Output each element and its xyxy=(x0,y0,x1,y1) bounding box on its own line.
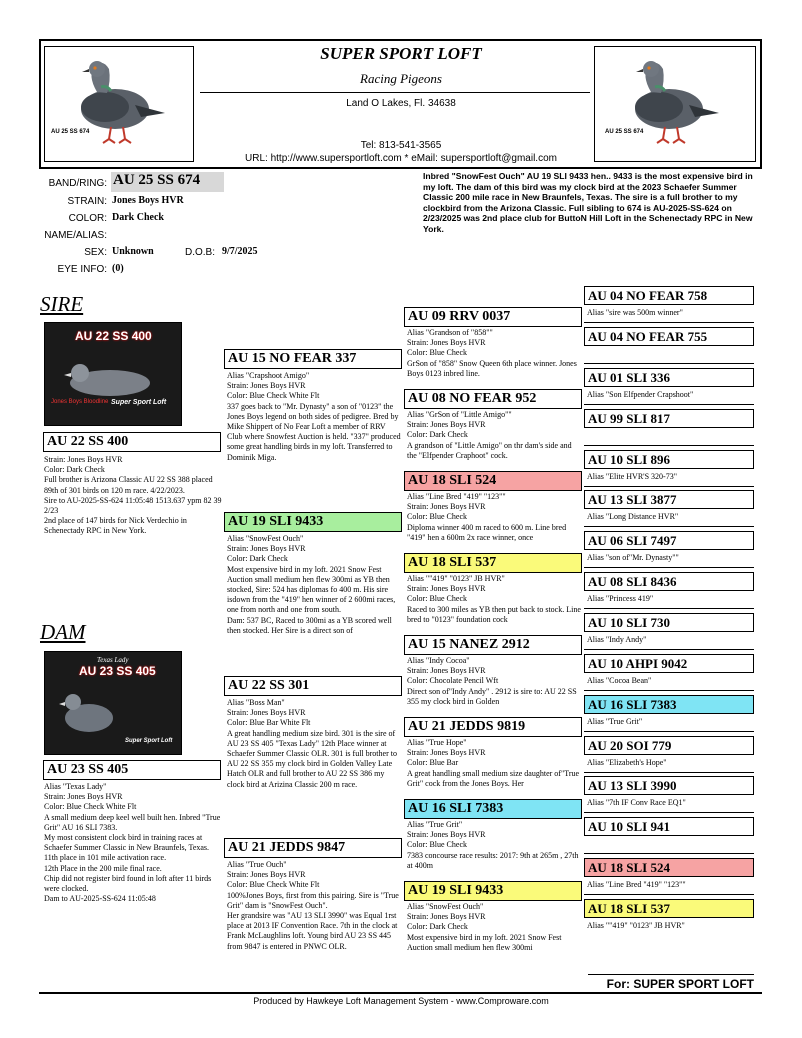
dam-photo-text-1: Texas Lady xyxy=(97,656,129,664)
gen3-band-0: AU 09 RRV 0037 xyxy=(404,307,582,327)
gen3-band-1: AU 08 NO FEAR 952 xyxy=(404,389,582,409)
gen3-band-3: AU 18 SLI 537 xyxy=(404,553,582,573)
right-photo-caption: AU 25 SS 674 xyxy=(605,129,644,135)
loft-title: SUPER SPORT LOFT xyxy=(320,44,482,63)
gen4-band-2: AU 01 SLI 336 xyxy=(584,368,754,387)
gen3-band-7: AU 19 SLI 9433 xyxy=(404,881,582,901)
dam-photo xyxy=(44,651,182,755)
dam-photo-text-2: Super Sport Loft xyxy=(125,738,173,744)
header-divider xyxy=(200,92,590,93)
sire-photo-text-2: Super Sport Loft xyxy=(111,399,167,406)
gen4-band-11: AU 20 SOI 779 xyxy=(584,736,754,755)
gen4-band-3: AU 99 SLI 817 xyxy=(584,409,754,428)
gen3-band-5: AU 21 JEDDS 9819 xyxy=(404,717,582,737)
gen4-band-8: AU 10 SLI 730 xyxy=(584,613,754,632)
left-photo-caption: AU 25 SS 674 xyxy=(51,129,90,135)
gen4-band-4: AU 10 SLI 896 xyxy=(584,450,754,469)
gen4-band-5: AU 13 SLI 3877 xyxy=(584,490,754,509)
dob-value: 9/7/2025 xyxy=(222,246,258,257)
gen2-text-1: Alias "SnowFest Ouch" Strain: Jones Boys HVR Color: Dark Check Most expensive bird in my loft. 2021 Snow Fest Auction small medium hen flew 300mi as YB then stocked, Sire: 524 has diplomas fo 400 m. His sire isdown from the "419" hen winner of 2 600mi races, one from north and one from south. Dam: 537 BC, Raced to 300mi as a YB scored well then stocked. Her Sire is a direct son of xyxy=(227,534,396,635)
name-label: NAME/ALIAS: xyxy=(44,230,107,241)
sex-label: SEX: xyxy=(84,247,107,258)
sire-photo-text-1: Jones Boys Bloodline xyxy=(51,399,109,405)
sire-photo xyxy=(44,322,182,426)
eye-value: (0) xyxy=(112,263,124,274)
dam-photo-band: AU 23 SS 405 xyxy=(79,664,156,678)
gen4-alias-11: Alias "Elizabeth's Hope" xyxy=(584,755,754,773)
gen4-band-9: AU 10 AHPI 9042 xyxy=(584,654,754,673)
band-value: AU 25 SS 674 xyxy=(111,172,224,192)
for-loft: For: SUPER SPORT LOFT xyxy=(588,974,754,991)
gen4-band-10: AU 16 SLI 7383 xyxy=(584,695,754,714)
gen4-band-0: AU 04 NO FEAR 758 xyxy=(584,286,754,305)
gen4-alias-8: Alias "Indy Andy" xyxy=(584,632,754,650)
gen4-alias-10: Alias "True Grit" xyxy=(584,714,754,732)
footer-rule xyxy=(39,992,762,994)
gen3-text-4: Alias "Indy Cocoa" Strain: Jones Boys HVR Color: Chocolate Pencil Wft Direct son of"Indy Andy" . 2912 is sire to: AU 22 SS 355 my clock bird in Golden xyxy=(407,656,577,706)
sire-label: SIRE xyxy=(40,292,84,316)
gen4-alias-9: Alias "Cocoa Bean" xyxy=(584,673,754,691)
gen4-alias-5: Alias "Long Distance HVR" xyxy=(584,509,754,527)
color-value: Dark Check xyxy=(112,212,164,223)
sex-value: Unknown xyxy=(112,246,154,257)
sire-band: AU 22 SS 400 xyxy=(43,432,221,452)
dam-label: DAM xyxy=(40,620,86,644)
gen4-band-12: AU 13 SLI 3990 xyxy=(584,776,754,795)
loft-phone: Tel: 813-541-3565 xyxy=(360,140,442,151)
sire-photo-band: AU 22 SS 400 xyxy=(75,329,152,343)
loft-subtitle: Racing Pigeons xyxy=(360,71,442,86)
gen2-text-3: Alias "True Ouch" Strain: Jones Boys HVR Color: Blue Check White Flt 100%Jones Boys, first from this pairing. Sire is "True Grit" dam is "SnowFest Ouch". Her grandsire was "AU 13 SLI 3990" was Equal 1rst place at 2013 IF Convention Race. 7th in the clock at Frank McLaughlins loft. Young bird AU 23 SS 445 from 9847 is entered in PNWC OLR. xyxy=(227,860,399,951)
gen2-text-2: Alias "Boss Man" Strain: Jones Boys HVR Color: Blue Bar White Flt A great handling medium size bird. 301 is the sire of AU 23 SS 405 "Texas Lady" 12th Place winner at Schaefer Summer Classic OLR. 301 is full brother to AU 22 SS 355 my clock bird in Golden Valley Late Hatch OLR and full brother to AU 22 SS 386 my clock bird at Arizina Classic 200 m race. xyxy=(227,698,397,789)
gen4-alias-1 xyxy=(584,346,754,364)
gen2-band-2: AU 22 SS 301 xyxy=(224,676,402,696)
gen2-band-1: AU 19 SLI 9433 xyxy=(224,512,402,532)
eye-label: EYE INFO: xyxy=(57,264,107,275)
loft-location: Land O Lakes, Fl. 34638 xyxy=(346,98,456,109)
dam-band: AU 23 SS 405 xyxy=(43,760,221,780)
gen4-alias-13 xyxy=(584,836,754,854)
strain-value: Jones Boys HVR xyxy=(112,195,184,206)
gen4-band-13: AU 10 SLI 941 xyxy=(584,817,754,836)
gen3-band-2: AU 18 SLI 524 xyxy=(404,471,582,491)
sire-text: Strain: Jones Boys HVR Color: Dark Check Full brother is Arizona Classic AU 22 SS 388 placed 89th of 301 birds on 120 m race. 4/22/2023. Sire to AU-2025-SS-624 11:05:48 1513.637 ypm 82 39 2/23 2nd place of 147 birds for Nick Verdechio in Schenectady RPC in New York. xyxy=(44,455,222,536)
gen3-text-1: Alias "GrSon of "Little Amigo"" Strain: Jones Boys HVR Color: Dark Check A grandson of "Little Amigo" on thr dam's side and the "Elfpender Craphoot" cock. xyxy=(407,410,572,460)
gen3-text-3: Alias ""419" "0123" JB HVR" Strain: Jones Boys HVR Color: Blue Check Raced to 300 miles as YB then put back to stock. Line bred to "0123" foundation cock xyxy=(407,574,581,624)
gen4-band-14: AU 18 SLI 524 xyxy=(584,858,754,877)
strain-label: STRAIN: xyxy=(67,196,107,207)
gen2-band-3: AU 21 JEDDS 9847 xyxy=(224,838,402,858)
gen4-alias-7: Alias "Princess 419" xyxy=(584,591,754,609)
gen4-alias-4: Alias "Elite HVR'S 320-73" xyxy=(584,469,754,487)
produced-by: Produced by Hawkeye Loft Management System - www.Comproware.com xyxy=(253,996,549,1006)
gen4-alias-3 xyxy=(584,428,754,446)
gen4-band-1: AU 04 NO FEAR 755 xyxy=(584,327,754,346)
dam-text: Alias "Texas Lady" Strain: Jones Boys HVR Color: Blue Check White Flt A small medium deep keel well built hen. Inbred "True Grit" AU 16 SLI 7383. My most consistent clock bird in training races at Schaefer Summer Classic in New Braunfels, Texas. 11th place in 101 mile activation race. 12th Place in the 200 mile final race. Chip did not register bird found in loft after 11 birds were clocked. Dam to AU-2025-SS-624 11:05:48 xyxy=(44,782,221,904)
gen4-band-15: AU 18 SLI 537 xyxy=(584,899,754,918)
color-label: COLOR: xyxy=(68,213,107,224)
gen4-alias-0: Alias "sire was 500m winner" xyxy=(584,305,754,323)
gen3-band-6: AU 16 SLI 7383 xyxy=(404,799,582,819)
gen3-text-0: Alias "Grandson of "858"" Strain: Jones Boys HVR Color: Blue Check GrSon of "858" Snow Queen 6th place winner. Jones Boys 0123 inbred line. xyxy=(407,328,577,378)
gen3-text-5: Alias "True Hope" Strain: Jones Boys HVR Color: Blue Bar A great handling small medium size daughter of"True Grit" cock from the Jones Boys. Her xyxy=(407,738,580,788)
gen4-band-7: AU 08 SLI 8436 xyxy=(584,572,754,591)
gen4-alias-6: Alias "son of"Mr. Dynasty"" xyxy=(584,550,754,568)
gen4-alias-2: Alias "Son Elfpender Crapshoot" xyxy=(584,387,754,405)
gen2-band-0: AU 15 NO FEAR 337 xyxy=(224,349,402,369)
gen3-text-7: Alias "SnowFest Ouch" Strain: Jones Boys HVR Color: Dark Check Most expensive bird in my loft. 2021 Snow Fest Auction small medium hen flew 300mi xyxy=(407,902,562,952)
gen3-text-6: Alias "True Grit" Strain: Jones Boys HVR Color: Blue Check 7383 concourse race results: 2017: 9th at 265m , 27th at 400m xyxy=(407,820,579,870)
gen3-text-2: Alias "Line Bred "419" "123"" Strain: Jones Boys HVR Color: Blue Check Diploma winner 400 m raced to 600 m. Line bred "419" hen a 600m 2x race winner, once xyxy=(407,492,567,542)
gen2-text-0: Alias "Crapshoot Amigo" Strain: Jones Boys HVR Color: Blue Check White Flt 337 goes back to "Mr. Dynasty" a son of "0123" the Jones Boys legend on both sides of pedigree. Bred by Mike Shippert of No Fear Loft a member of RRV Club where Snowfest Auction is held. "337" produced some great handling birds in my loft. Transferred to Dominik Miga. xyxy=(227,371,401,462)
gen3-band-4: AU 15 NANEZ 2912 xyxy=(404,635,582,655)
loft-contact: URL: http://www.supersportloft.com * eMail: supersportloft@gmail.com xyxy=(245,153,557,164)
gen4-alias-15: Alias ""419" "0123" JB HVR" xyxy=(587,921,685,930)
gen4-band-6: AU 06 SLI 7497 xyxy=(584,531,754,550)
band-label: BAND/RING: xyxy=(48,178,107,189)
gen4-alias-14: Alias "Line Bred "419" "123"" xyxy=(584,877,754,895)
bird-notes: Inbred "SnowFest Ouch" AU 19 SLI 9433 hen.. 9433 is the most expensive bird in my loft. The dam of this bird was my clock bird at the 2023 Schaefer Summer Classic 200 mile race in New Braunfels, Texas. The sire is a full brother to my clockbird from the Arizona Classic. Full sibling to 674 is AU-2025-SS-624 on 2/23/2025 was 2nd place club for ButtoN Hill Loft in the Schenectady RPC in New York. xyxy=(423,171,753,234)
dob-label: D.O.B: xyxy=(185,247,216,258)
gen4-alias-12: Alias "7th IF Conv Race EQ1" xyxy=(584,795,754,813)
